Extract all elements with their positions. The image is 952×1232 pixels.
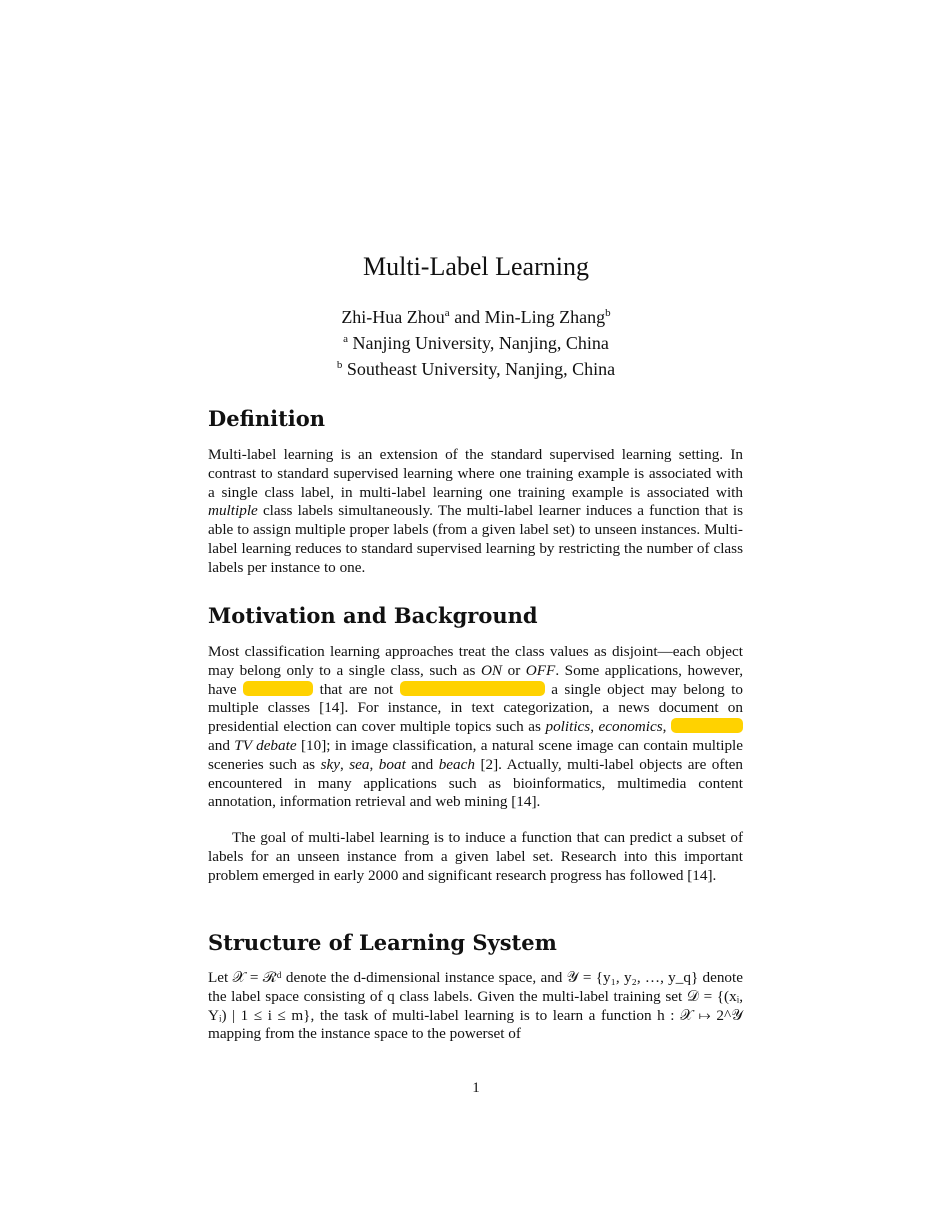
motivation-text: a single object may belong to multiple classes [14]. For instance, in text categorization, a news document on presidential election can cover multiple topics such as	[208, 680, 743, 736]
affiliation-b	[0, 354, 952, 380]
affil-mark-a: a	[444, 307, 450, 319]
heading-motivation: Motivation and Background	[208, 603, 538, 628]
highlight-redaction	[243, 681, 313, 696]
em-tv-debate: TV debate	[234, 736, 297, 754]
affil-mark-b: b	[605, 307, 611, 319]
motivation-text: or	[502, 661, 526, 679]
em-economics: economics	[598, 718, 663, 736]
em-off: OFF	[525, 661, 556, 679]
em-beach: beach	[438, 755, 475, 773]
motivation-text: . Some applications, however, have	[208, 661, 743, 698]
paper-title: Multi-Label Learning	[363, 252, 589, 281]
motivation-paragraph-1: Most classification learning approaches treat the class values as disjoint—each object may belong only to a single class, such as ON or OFF. Some applications, however, have that are not a single object may belong to multiple classes [14]. For instance, in text categorization, a news document on presidential election can cover multiple topics such as politics, economics, and TV debate [10]; in image classification, a natural scene image can contain multiple sceneries such as sky, sea, boat and beach [2]. Actually, multi-label objects are often encountered in many applications such as bioinformatics, multimedia content annotation, information retrieval and web mining [14].	[208, 643, 744, 811]
highlight-redaction	[671, 718, 743, 733]
motivation-text: [2]. Actually, multi-label objects are often encountered in many applications such as bioinformatics, multimedia content annotation, information retrieval and web mining [14].	[208, 755, 743, 811]
motivation-text: ,	[662, 718, 671, 736]
structure-paragraph: Let 𝒳 = ℛᵈ denote the d-dimensional instance space, and 𝒴 = {y₁, y₂, …, y_q} denote the label space consisting of q class labels. Given the multi-label training set 𝒟 = {(xᵢ, Yᵢ) | 1 ≤ i ≤ m}, the task of multi-label learning is to learn a function h : 𝒳 ↦ 2^𝒴 mapping from the instance space to the powerset of	[208, 969, 743, 1043]
affil-a-text: Nanjing University, Nanjing, China	[348, 333, 609, 353]
em-on: ON	[480, 661, 503, 679]
motivation-text: that are not	[313, 680, 400, 698]
definition-emphasis: multiple	[208, 502, 258, 520]
em-sky: sky	[320, 755, 340, 773]
heading-definition: Definition	[208, 406, 326, 431]
author-line	[0, 302, 952, 328]
em-sea: sea	[349, 755, 370, 773]
motivation-text: and	[405, 755, 439, 773]
affil-a-mark: a	[343, 333, 349, 345]
affiliation-a	[0, 328, 952, 354]
motivation-text: Most classification learning approaches treat the class values as disjoint—each object may belong only to a single class, such as	[208, 643, 743, 679]
definition-text-1: Multi-label learning is an extension of the standard supervised learning setting. In contrast to standard supervised learning where one training example is associated with a single class label, in multi-label learning one training example is associated with	[208, 446, 743, 501]
definition-text-2: class labels simultaneously. The multi-label learner induces a function that is able to assign multiple proper labels (from a given label set) to unseen instances. Multi-label learning reduces to standard supervised learning by restricting the number of class labels per instance to one.	[208, 502, 743, 576]
motivation-text: ,	[590, 718, 599, 736]
em-politics: politics	[545, 718, 591, 736]
definition-paragraph	[208, 446, 743, 578]
page-number: 1	[472, 1080, 480, 1096]
affil-b-text: Southeast University, Nanjing, China	[342, 359, 616, 379]
affil-b-mark: b	[336, 359, 343, 371]
motivation-text: and	[208, 736, 235, 754]
motivation-text: [10]; in image classification, a natural scene image can contain multiple sceneries such as	[208, 736, 744, 773]
heading-structure: Structure of Learning System	[208, 930, 557, 955]
motivation-paragraph-2: The goal of multi-label learning is to induce a function that can predict a subset of labels for an unseen instance from a given label set. Research into this important problem emerged in early 2000 and significant research progress has followed [14].	[208, 829, 743, 884]
author-zhang: and Min-Ling Zhang	[449, 307, 606, 327]
author-zhou: Zhi-Hua Zhou	[341, 307, 445, 327]
em-boat: boat	[378, 755, 406, 773]
author-block	[0, 302, 952, 380]
highlight-redaction	[400, 681, 545, 696]
